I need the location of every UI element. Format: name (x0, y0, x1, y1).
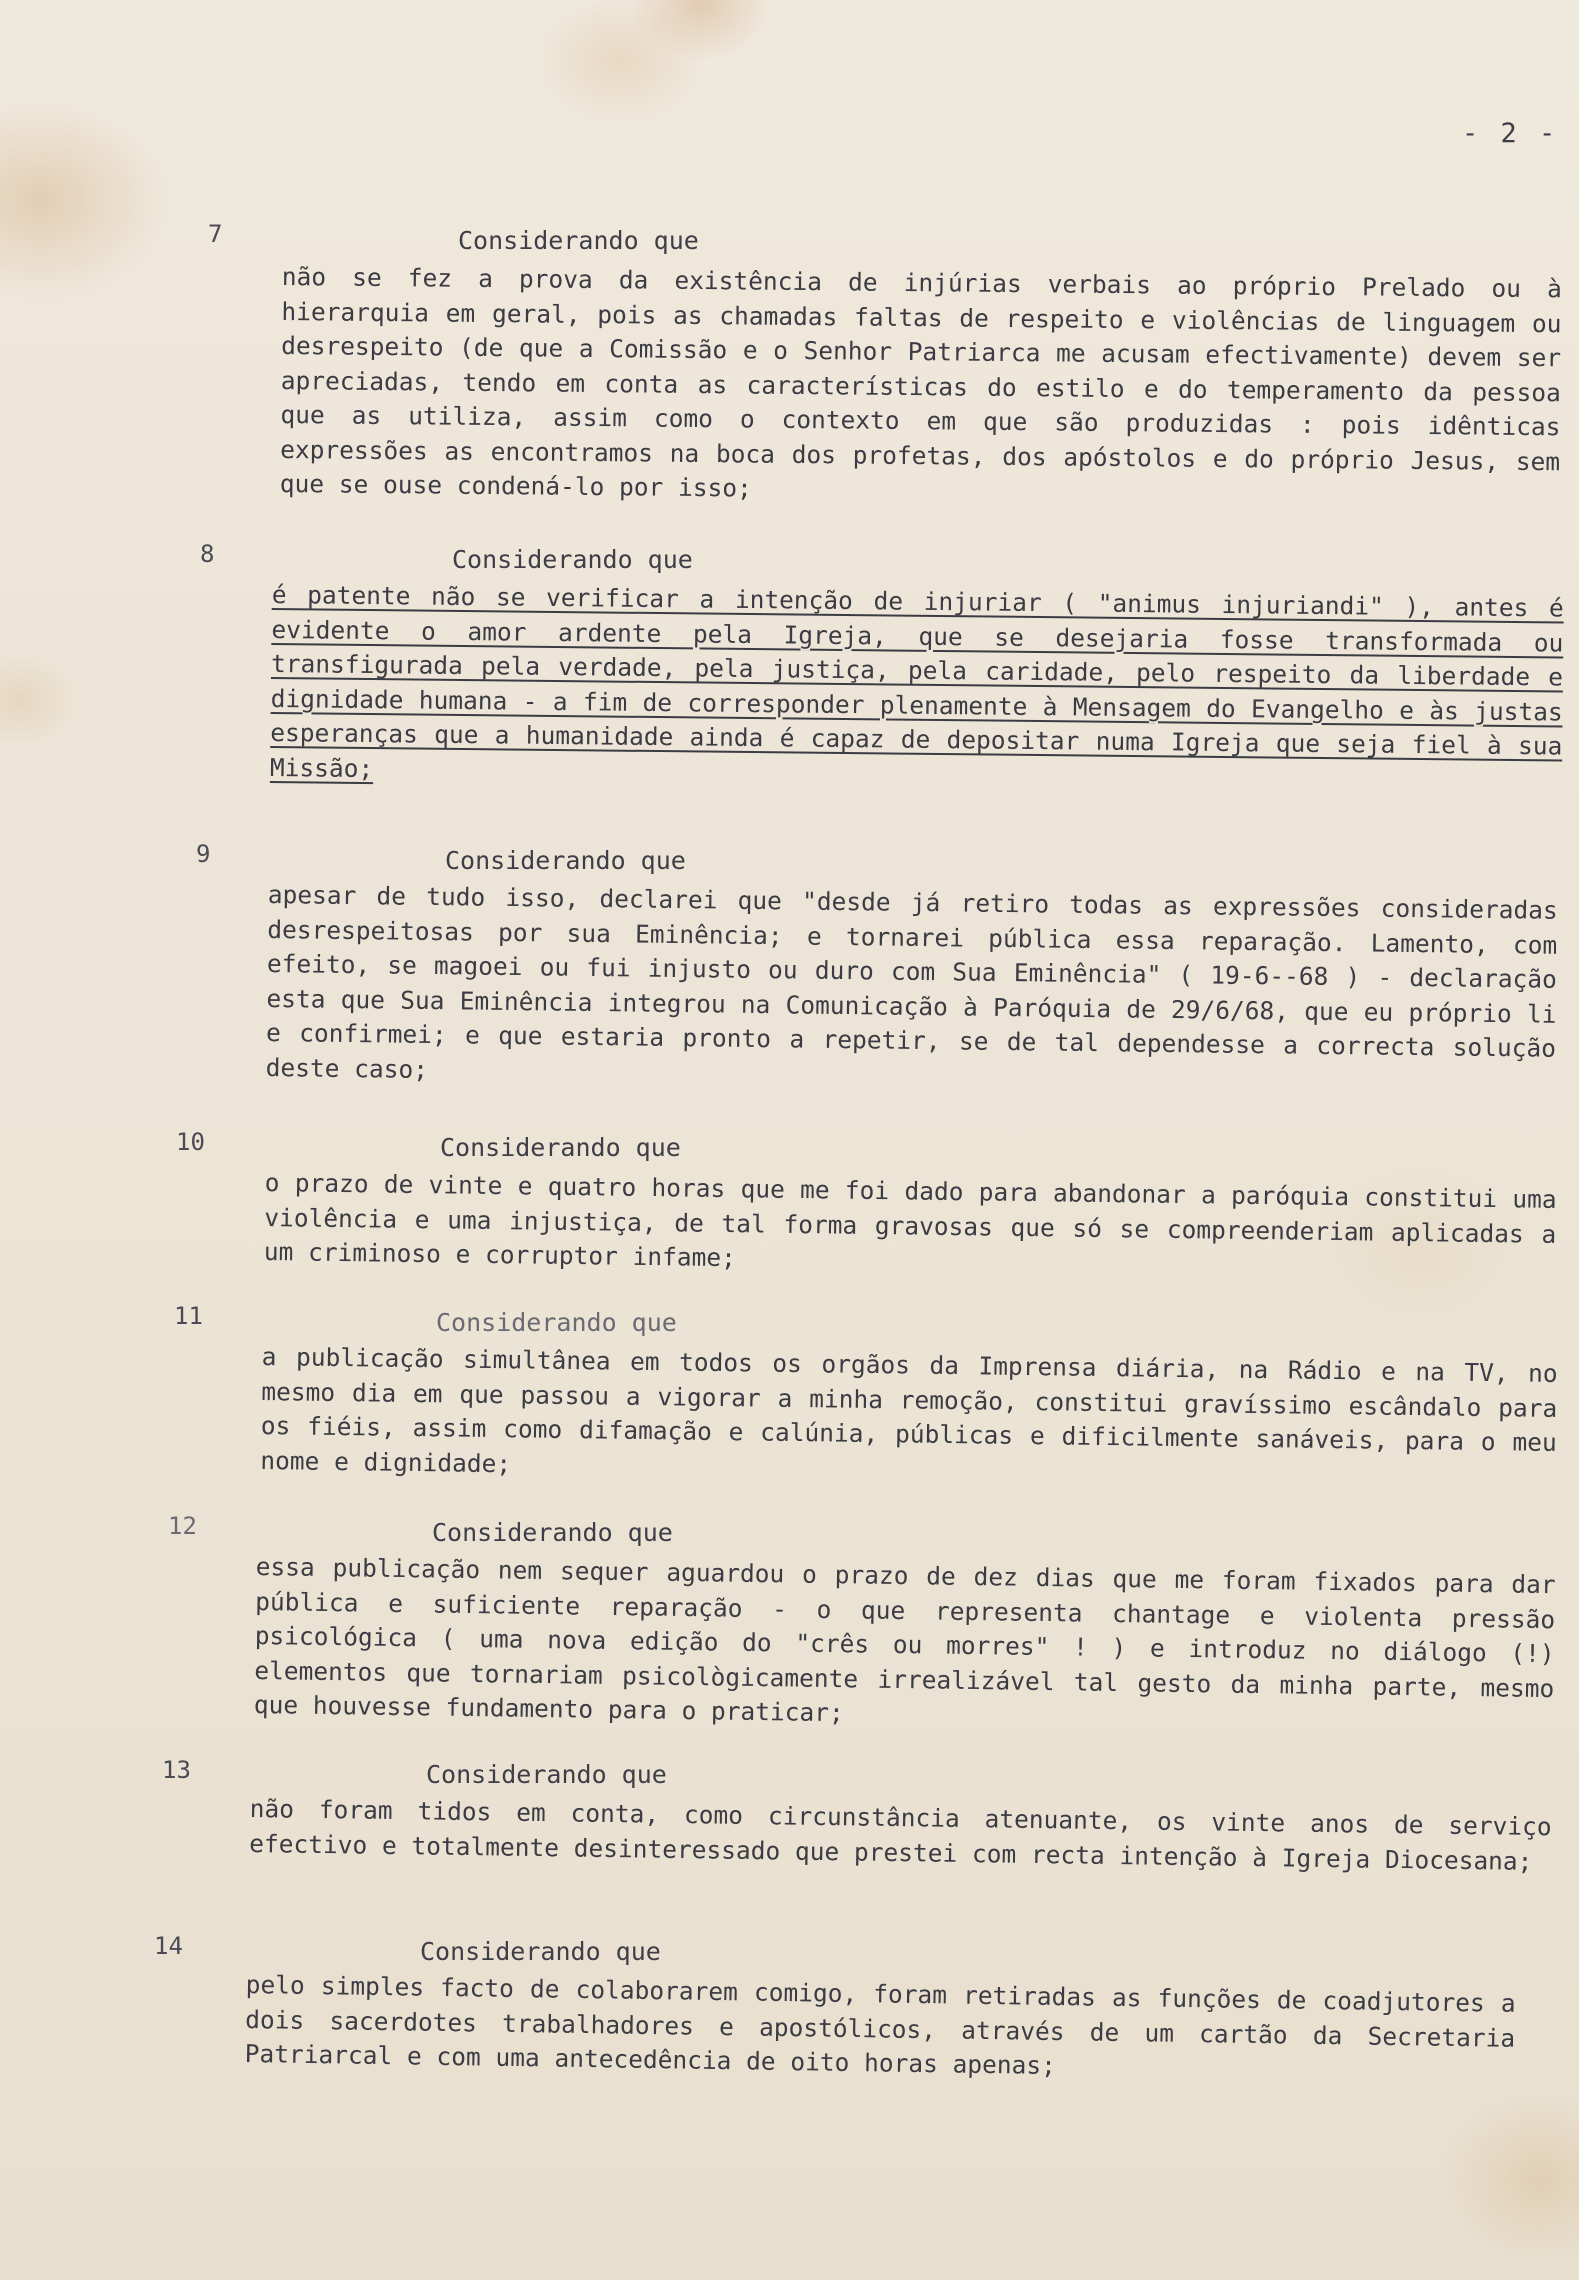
section-heading: Considerando que (432, 1518, 673, 1547)
section-number: 14 (154, 1932, 183, 1960)
section-number: 9 (196, 840, 211, 868)
section-text: a publicação simultânea em todos os orgãos da Imprensa diária, na Rádio e na TV, no mesmo dia em que passou a vigorar a minha remoção, constitui gravíssimo escândalo para os fiéis, assim como difamação e calúnia, públicas e dificilmente sanáveis, para o meu nome e dignidade; (260, 1341, 1558, 1478)
section-text: não foram tidos em conta, como circunstância atenuante, os vinte anos de serviço efectivo e totalmente desinteressado que prestei com recta intenção à Igreja Diocesana; (249, 1793, 1552, 1876)
section-heading: Considerando que (458, 226, 699, 255)
section-number: 7 (208, 220, 223, 248)
section-text: o prazo de vinte e quatro horas que me foi dado para abandonar a paróquia constitui uma violência e uma injustiça, de tal forma gravosas que só se compreenderiam aplicadas a um criminoso e corruptor infame; (263, 1167, 1557, 1273)
section-heading: Considerando que (445, 846, 686, 875)
section-text: essa publicação nem sequer aguardou o prazo de dez dias que me foram fixados para dar pública e suficiente reparação - o que representa chantage e violenta pressão psicológica ( uma nova edição do "crês ou morres" ! ) e introduz no diálogo (!) elementos que tornariam psicològicamente irrealizável tal gesto da minha parte, mesmo que houvesse fundamento para o praticar; (253, 1551, 1556, 1728)
section-text: pelo simples facto de colaborarem comigo, foram retiradas as funções de coadjutores a dois sacerdotes trabalhadores e apostólicos, através de um cartão da Secretaria Patriarcal e com uma antecedência de oito horas apenas; (244, 1969, 1516, 2081)
page-number: - 2 - (1462, 118, 1559, 149)
section-number: 13 (162, 1756, 191, 1784)
section-text: apesar de tudo isso, declarei que "desde já retiro todas as expressões consideradas desrespeitosas por sua Eminência; e tornarei pública essa reparação. Lamento, com efeito, se magoei ou fui injusto ou duro com Sua Eminência" ( 19-6--68 ) - declaração esta que Sua Eminência integrou na Comunicação à Paróquia de 29/6/68, que eu próprio li e confirmei; e que estaria pronto a repetir, se de tal dependesse a correcta solução deste caso; (265, 879, 1558, 1084)
section-heading: Considerando que (436, 1308, 677, 1337)
section-number: 8 (200, 540, 215, 568)
section-heading: Considerando que (420, 1937, 661, 1966)
section-number: 11 (174, 1302, 203, 1330)
section-number: 10 (176, 1128, 205, 1156)
section-text: não se fez a prova da existência de injúrias verbais ao próprio Prelado ou à hierarquia em geral, pois as chamadas faltas de respeito e violências de linguagem ou desrespeito (de que a Comissão e o Senhor Patriarca me acusam efectivamente) devem ser apreciadas, tendo em conta as características do estilo e do temperamento da pessoa que as utiliza, assim como o contexto em que são produzidas : pois idênticas expressões as encontramos na boca dos profetas, dos apóstolos e do próprio Jesus, sem que se ouse condená-lo por isso; (279, 261, 1562, 503)
section-number: 12 (168, 1512, 197, 1540)
section-text: é patente não se verificar a intenção de injuriar ( "animus injuriandi" ), antes é evidente o amor ardente pela Igreja, que se desejaria fosse transformada ou transfigurada pela verdade, pela justiça, pela caridade, pelo respeito da liberdade e dignidade humana - a fim de corresponder plenamente à Mensagem do Evangelho e às justas esperanças que a humanidade ainda é capaz de depositar numa Igreja que seja fiel à sua Missão; (269, 579, 1564, 783)
section-heading: Considerando que (426, 1760, 667, 1789)
section-heading: Considerando que (440, 1133, 681, 1162)
section-heading: Considerando que (452, 545, 693, 574)
